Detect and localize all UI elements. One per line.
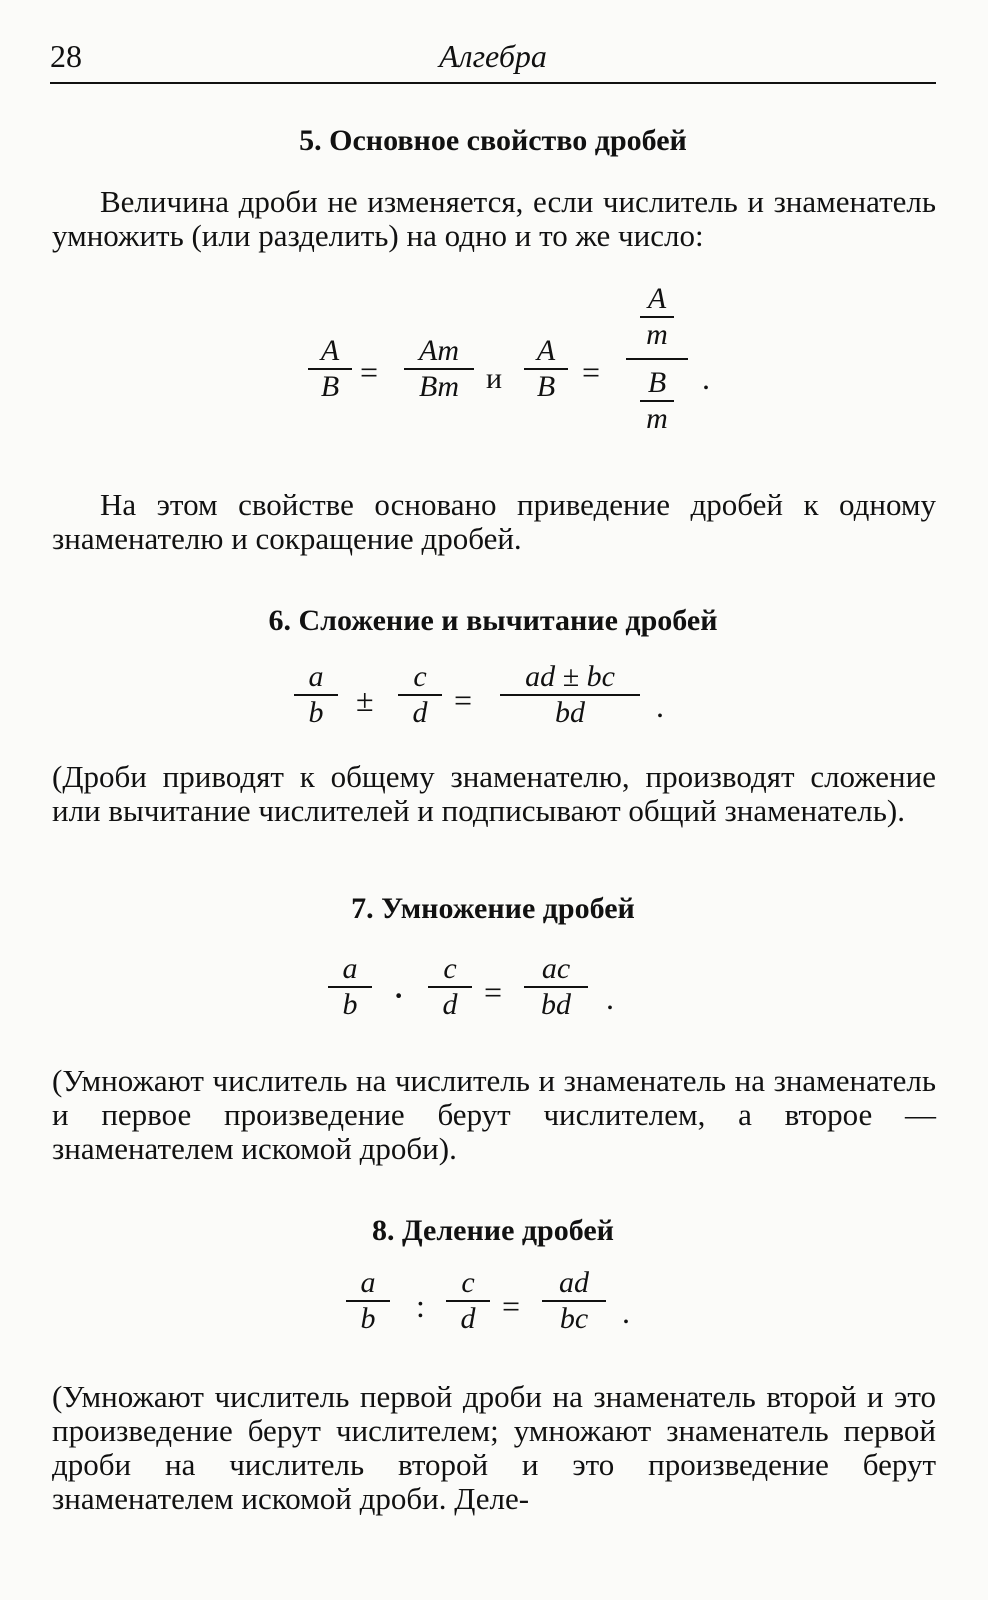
section-6-heading: 6. Сложение и вычитание дробей — [268, 604, 718, 637]
page-number: 28 — [50, 38, 82, 74]
section-5-formula — [300, 282, 740, 468]
equals-sign: = — [454, 682, 473, 718]
fraction-c-over-d: c d — [428, 952, 472, 1022]
period: . — [606, 980, 614, 1016]
section-8-formula — [346, 1266, 666, 1354]
header-rule — [50, 82, 936, 84]
section-5-paragraph-intro: Величина дроби не изменяется, если числитель и знаменатель умножить (или разделить) на одно и то же число: — [52, 184, 936, 253]
complex-fraction-top: A m — [640, 282, 674, 352]
equals-sign: = — [502, 1288, 521, 1324]
conjunction-i: и — [486, 362, 503, 395]
period: . — [622, 1294, 630, 1330]
fraction-a-over-b-2: A B — [524, 334, 568, 404]
section-7-paragraph: (Умножают числитель на числитель и знаменатель на знаменатель и первое произведение берут числителем, а второе — знаменателем искомой дроби). — [52, 1063, 936, 1166]
section-7-heading: 7. Умножение дробей — [351, 892, 635, 925]
complex-fraction — [626, 282, 688, 436]
section-7-formula — [328, 952, 648, 1040]
equals-sign: = — [360, 354, 379, 390]
fraction-result: ad ± bc bd — [500, 660, 640, 730]
fraction-result: ad bc — [542, 1266, 606, 1336]
fraction-a-over-b: a b — [346, 1266, 390, 1336]
fraction-c-over-d: c d — [446, 1266, 490, 1336]
plus-minus-sign: ± — [356, 682, 374, 718]
period: . — [702, 360, 710, 396]
fraction-a-over-b: a b — [294, 660, 338, 730]
running-title: Алгебра — [439, 38, 547, 74]
section-8-paragraph: (Умножают числитель первой дроби на знаменатель второй и это произведение берут числителем; умножают знаменатель первой дроби на числитель второй и это произведение берут знаменателем искомой дроби. Деле- — [52, 1379, 936, 1516]
page-header — [50, 38, 936, 84]
section-5-paragraph-after: На этом свойстве основано приведение дробей к одному знаменателю и сокращение дробей. — [52, 487, 936, 556]
section-6-formula — [294, 660, 694, 748]
section-6-paragraph: (Дроби приводят к общему знаменателю, производят сложение или вычитание числителей и подписывают общий знаменатель). — [52, 759, 936, 828]
complex-fraction-bottom: B m — [640, 366, 674, 436]
fraction-a-over-b: a b — [328, 952, 372, 1022]
main-fraction-bar — [626, 358, 688, 360]
period: . — [656, 688, 664, 724]
equals-sign: = — [582, 354, 601, 390]
section-8-heading: 8. Деление дробей — [372, 1214, 614, 1247]
fraction-a-over-b: A B — [308, 334, 352, 404]
division-colon: : — [416, 1288, 425, 1324]
fraction-c-over-d: c d — [398, 660, 442, 730]
section-5-heading: 5. Основное свойство дробей — [299, 124, 687, 157]
fraction-result: ac bd — [524, 952, 588, 1022]
multiplication-dot: · — [392, 973, 406, 1018]
fraction-am-over-bm: Am Bm — [404, 334, 474, 404]
equals-sign: = — [484, 974, 503, 1010]
